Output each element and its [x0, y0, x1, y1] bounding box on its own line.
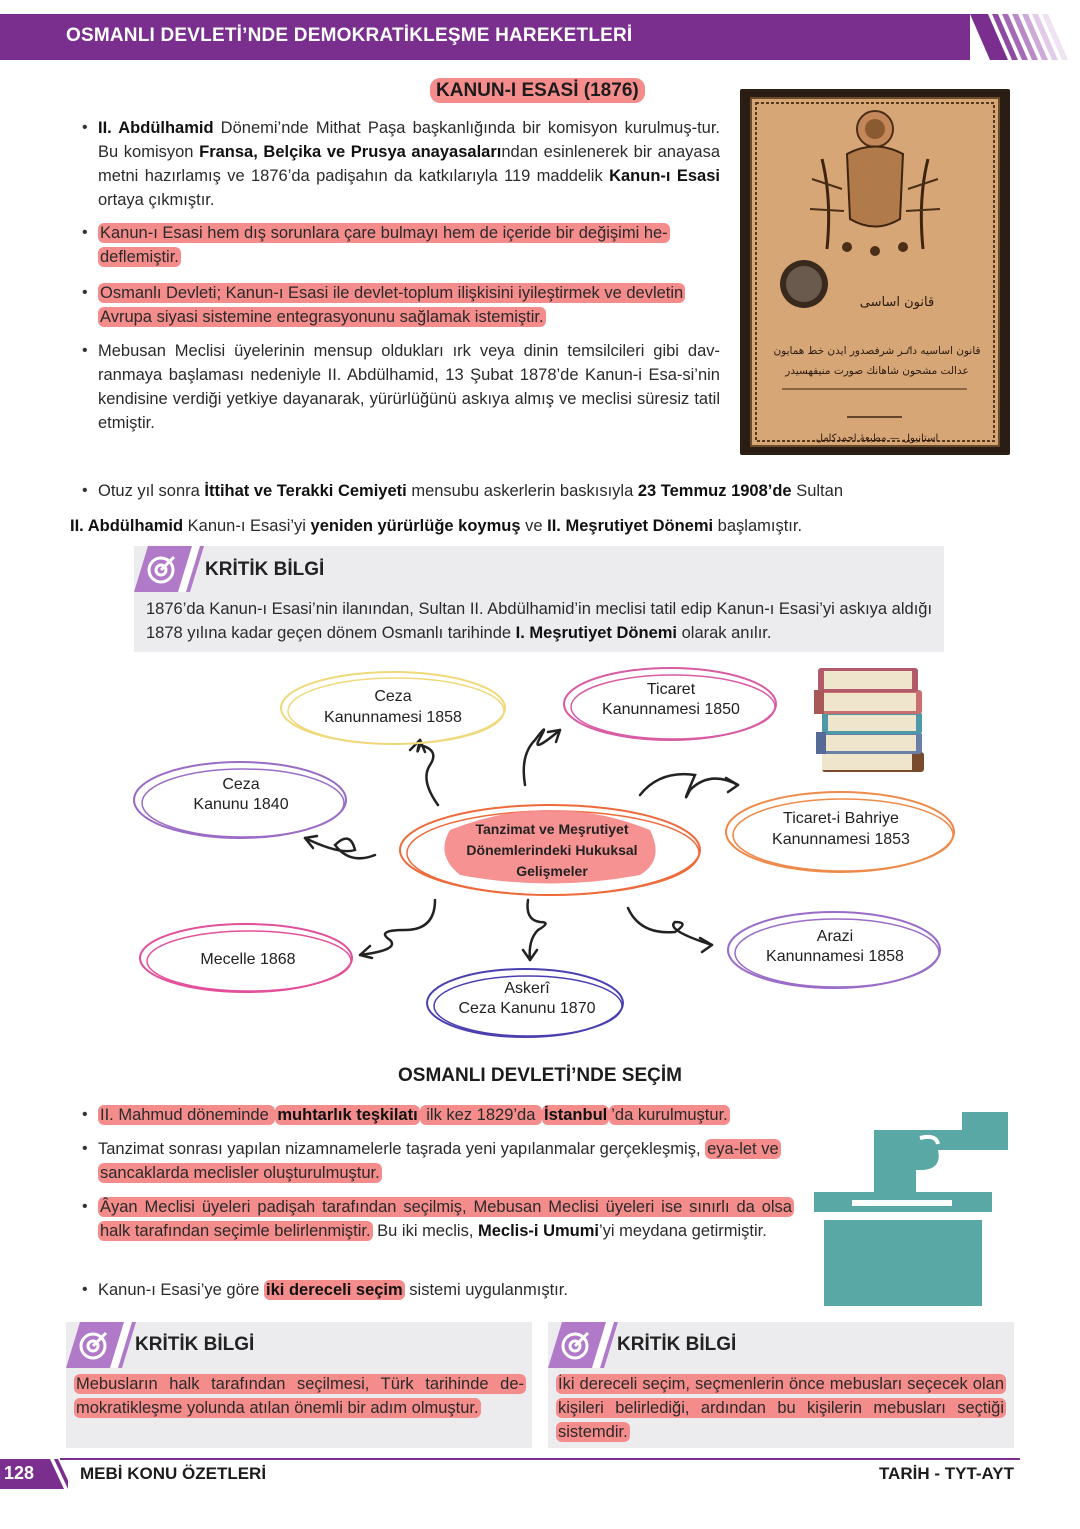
- text-run: ilk kez 1829’da: [421, 1106, 540, 1124]
- text-run: sistemi uygulanmıştır.: [404, 1281, 568, 1299]
- text-run: Kanun-ı Esasi: [609, 167, 720, 185]
- node-line: Kanunu 1840: [193, 796, 289, 813]
- text-run: Âyan Meclisi üyeleri padişah tarafından seçilmiş, Mebusan Meclisi üyeleri ise sınırlı da olsa halk tarafından seçimle belirlenmiştir.: [100, 1198, 792, 1240]
- text-run: İstanbul: [544, 1106, 608, 1124]
- bullet-dot: •: [82, 1198, 88, 1215]
- mindmap-center-node: [400, 805, 700, 895]
- kritik-bilgi-text-3: [556, 1372, 1006, 1444]
- node-line: Ticaret-i Bahriye: [783, 810, 899, 827]
- mindmap-center-line-1: Tanzimat ve Meşrutiyet: [475, 821, 629, 837]
- document-footer-text: استانبول — مطبعهٔ احمدكامل: [815, 433, 939, 444]
- bullet-secim-3: [98, 1195, 794, 1243]
- document-page: [750, 97, 1000, 447]
- footer-divider: [60, 1458, 1020, 1460]
- document-title-text: قانون اساسى: [859, 295, 935, 310]
- text-run: Kanun-ı Esasi’ye göre: [98, 1281, 265, 1299]
- mindmap-node-ticaret-i-bahriye-kanunnamesi-1853: [726, 792, 954, 872]
- text-run: Kanun-ı Esasi’yi: [183, 517, 311, 535]
- bullet-dot: •: [82, 1140, 88, 1157]
- node-line: Kanunnamesi 1850: [602, 701, 740, 718]
- node-line: Kanunnamesi 1853: [772, 831, 910, 848]
- ottoman-coat-of-arms-icon: [752, 99, 998, 445]
- text-run: İki dereceli seçim, seçmenlerin önce mebusları seçecek olan kişileri belirlediği, ardından bu kişilerin mebusları seçtiği sistemdir.: [558, 1375, 1004, 1441]
- header-stripes-decoration: [970, 14, 1080, 60]
- kritik-bilgi-text-1: [146, 597, 936, 645]
- footer-left-title: MEBİ KONU ÖZETLERİ: [80, 1464, 267, 1483]
- bullet-kanun-i-esasi-5-continuation: [70, 514, 970, 538]
- text-run: ’da kurulmuştur.: [611, 1106, 728, 1124]
- section-title-osmanli-secim: OSMANLI DEVLETİ’NDE SEÇİM: [398, 1065, 682, 1086]
- mindmap-node-arazi-kanunnamesi-1858: [728, 912, 940, 988]
- text-run: I. Meşrutiyet Dönemi: [515, 624, 678, 642]
- kritik-bilgi-title-3: KRİTİK BİLGİ: [617, 1334, 737, 1355]
- text-run: 23 Temmuz 1908’de: [637, 482, 792, 500]
- page-number: 128: [4, 1463, 35, 1483]
- bullet-secim-1: [98, 1103, 798, 1127]
- bullet-kanun-i-esasi-3: [98, 281, 724, 329]
- text-run: II. Abdülhamid: [70, 517, 184, 535]
- section-title-kanun-i-esasi: [430, 80, 645, 102]
- text-run: iki dereceli seçim: [266, 1281, 403, 1299]
- text-run: ’yi meydana getirmiştir.: [599, 1222, 767, 1240]
- mindmap-center-line-3: Gelişmeler: [516, 863, 588, 879]
- text-run: Tanzimat sonrası yapılan nizamnamelerle taşrada yeni yapılanmalar gerçekleşmiş,: [98, 1140, 706, 1158]
- bullet-dot: •: [82, 1106, 88, 1123]
- bullet-dot: •: [82, 482, 88, 499]
- target-icon: [134, 546, 204, 592]
- mindmap-node-askeri-ceza-kanunu-1870: [427, 969, 623, 1037]
- text-run: ortaya çıkmıştır.: [98, 191, 215, 209]
- mindmap-node-ceza-kanunu-1840: [134, 762, 346, 838]
- node-line: Ceza Kanunu 1870: [458, 1000, 596, 1017]
- text-run: yeniden yürürlüğe koymuş: [310, 517, 521, 535]
- text-run: ndan esinlenerek bir anayasa metni hazırlamış ve 1876’da padişahın da katkılarıyla 119 maddelik: [98, 143, 720, 185]
- node-line: Ceza: [374, 688, 412, 705]
- node-line: Arazi: [816, 928, 854, 945]
- bullet-dot: •: [82, 1281, 88, 1298]
- text-run: olarak anılır.: [677, 624, 772, 642]
- bullet-dot: •: [82, 284, 88, 301]
- text-run: Dönemi’nde Mithat Paşa başkanlığında bir komisyon kurulmuş-tur. Bu komisyon: [98, 119, 720, 161]
- text-run: Otuz yıl sonra: [98, 482, 205, 500]
- text-run: Mebusların halk tarafından seçilmesi, Türk tarihinde de-mokratikleşme yolunda atılan önemli bir adım olmuştur.: [76, 1375, 524, 1417]
- mindmap-center-line-2: Dönemlerindeki Hukuksal: [466, 842, 638, 858]
- node-line: Ceza: [222, 776, 260, 793]
- text-run: mensubu askerlerin baskısıyla: [406, 482, 638, 500]
- text-run: Meclis-i Umumi: [477, 1222, 600, 1240]
- kritik-bilgi-text-2: [74, 1372, 526, 1420]
- bullet-kanun-i-esasi-5: [98, 479, 998, 503]
- page-header-title: OSMANLI DEVLETİ’NDE DEMOKRATİKLEŞME HAREKETLERİ: [66, 25, 633, 46]
- text-run: 1876’da Kanun-ı Esasi’nin ilanından, Sultan II. Abdülhamid’in meclisi tatil edip Kanun-ı Esasi’yi askıya aldığı 1878 yılına kadar geçen dönem Osmanlı tarihinde: [146, 600, 933, 642]
- bullet-secim-2: [98, 1137, 798, 1185]
- section-title-text: KANUN-I ESASİ (1876): [430, 78, 645, 103]
- text-run: Osmanlı Devleti; Kanun-ı Esasi ile devlet-toplum ilişkisini iyileştirmek ve devletin Avrupa siyasi sistemine entegrasyonunu sağlamak istemiştir.: [100, 284, 684, 326]
- text-run: II. Mahmud döneminde: [100, 1106, 274, 1124]
- node-line: Ticaret: [646, 681, 696, 698]
- bullet-dot: •: [82, 119, 88, 136]
- footer-right-title: TARİH - TYT-AYT: [878, 1464, 1014, 1483]
- text-run: Kanun-ı Esasi hem dış sorunlara çare bulmayı hem de içeride bir değişimi he-deflemiştir.: [100, 224, 668, 266]
- text-run: başlamıştır.: [713, 517, 803, 535]
- text-run: ve: [520, 517, 548, 535]
- text-run: II. Abdülhamid: [98, 119, 214, 137]
- kritik-bilgi-title-1: KRİTİK BİLGİ: [205, 559, 325, 580]
- bullet-dot: •: [82, 224, 88, 241]
- bullet-dot: •: [82, 342, 88, 359]
- bullet-kanun-i-esasi-4: [98, 339, 720, 435]
- text-run: Sultan: [791, 482, 843, 500]
- mindmap-diagram: [120, 660, 960, 1050]
- ballot-box-icon: [812, 1108, 1012, 1308]
- text-run: Mebusan Meclisi üyelerinin mensup oldukları ırk veya dinin temsilcileri gibi dav-ranmaya başlaması nedeniyle II. Abdülhamid, 13 Şubat 1878’de Kanun-i Esa-si’nin kendisine verdiği yetkiye dayanarak, yürürlüğünü askıya almış ve meclisi süresiz tatil etmiştir.: [98, 342, 720, 432]
- target-icon: [66, 1322, 136, 1368]
- text-run: Fransa, Belçika ve Prusya anayasaları: [199, 143, 502, 161]
- node-line: Askerî: [504, 980, 550, 997]
- bullet-kanun-i-esasi-1: [98, 116, 720, 212]
- document-body-text: قانون اساسيه داٸر شرفصدور ايدن خط همايون عدالت مشحون شاهانك صورت منيفهسيدر: [773, 345, 981, 377]
- kanun-i-esasi-document-image: [740, 89, 1010, 455]
- text-run: Bu iki meclis,: [372, 1222, 478, 1240]
- node-line: Mecelle 1868: [200, 951, 296, 968]
- text-run: II. Meşrutiyet Dönemi: [547, 517, 714, 535]
- mindmap-node-mecelle-1868: [140, 924, 352, 992]
- mindmap-node-ticaret-kanunnamesi-1850: [564, 668, 776, 740]
- text-run: İttihat ve Terakki Cemiyeti: [204, 482, 407, 500]
- text-run: eya-let ve sancaklarda meclisler oluşturulmuştur.: [100, 1140, 779, 1182]
- node-line: Kanunnamesi 1858: [324, 709, 462, 726]
- bullet-secim-4: [98, 1278, 798, 1302]
- bullet-kanun-i-esasi-2: [98, 221, 720, 269]
- mindmap-node-ceza-kanunnamesi-1858: [281, 672, 505, 744]
- text-run: muhtarlık teşkilatı: [277, 1106, 418, 1124]
- target-icon: [548, 1322, 618, 1368]
- node-line: Kanunnamesi 1858: [766, 948, 904, 965]
- kritik-bilgi-title-2: KRİTİK BİLGİ: [135, 1334, 255, 1355]
